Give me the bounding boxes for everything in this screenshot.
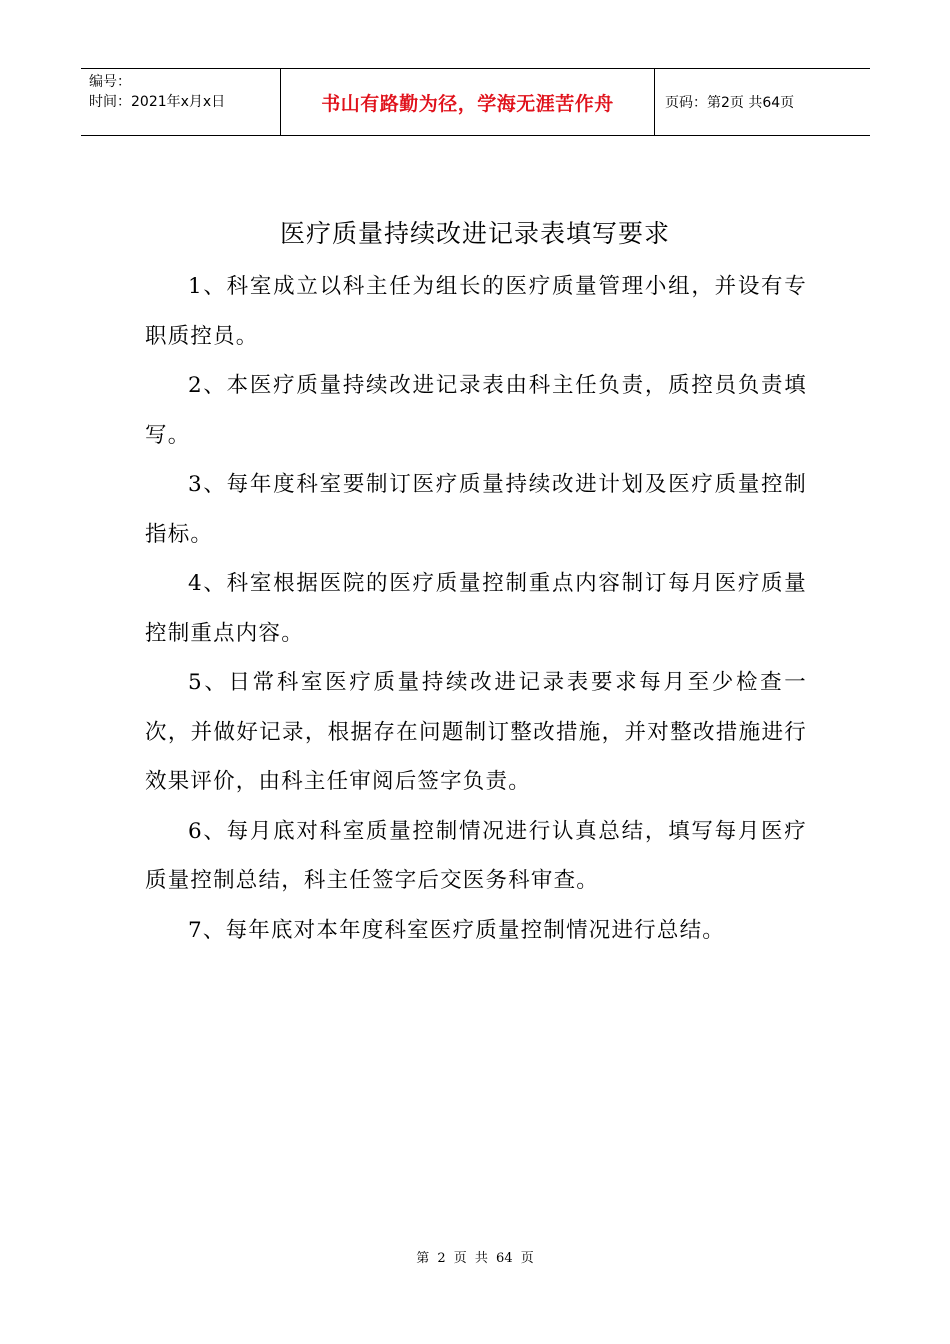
document-title: 医疗质量持续改进记录表填写要求 xyxy=(279,219,670,248)
paragraph-4: 4、科室根据医院的医疗质量控制重点内容制订每月医疗质量控制重点内容。 xyxy=(145,571,807,646)
paragraph-1: 1、科室成立以科主任为组长的医疗质量管理小组，并设有专职质控员。 xyxy=(145,274,807,349)
document-date-label: 时间：2021年x月x日 xyxy=(89,94,226,110)
header-table xyxy=(81,68,870,136)
page-footer: 第 2 页 共 64 页 xyxy=(416,1251,534,1266)
header-meta-cell xyxy=(81,69,281,135)
paragraph-2: 2、本医疗质量持续改进记录表由科主任负责，质控员负责填写。 xyxy=(145,373,807,448)
document-body xyxy=(145,262,807,955)
paragraph-7: 7、每年底对本年度科室医疗质量控制情况进行总结。 xyxy=(188,917,725,943)
paragraph-5: 5、日常科室医疗质量持续改进记录表要求每月至少检查一次，并做好记录，根据存在问题制订整改措施，并对整改措施进行效果评价，由科主任审阅后签字负责。 xyxy=(145,670,807,794)
header-page-info: 页码：第2页 共64页 xyxy=(665,95,795,111)
header-motto: 书山有路勤为径，学海无涯苦作舟 xyxy=(281,69,655,135)
paragraph-3: 3、每年度科室要制订医疗质量持续改进计划及医疗质量控制指标。 xyxy=(145,472,807,547)
document-number-label: 编号： xyxy=(89,74,131,90)
paragraph-6: 6、每月底对科室质量控制情况进行认真总结，填写每月医疗质量控制总结，科主任签字后交医务科审查。 xyxy=(145,818,807,893)
